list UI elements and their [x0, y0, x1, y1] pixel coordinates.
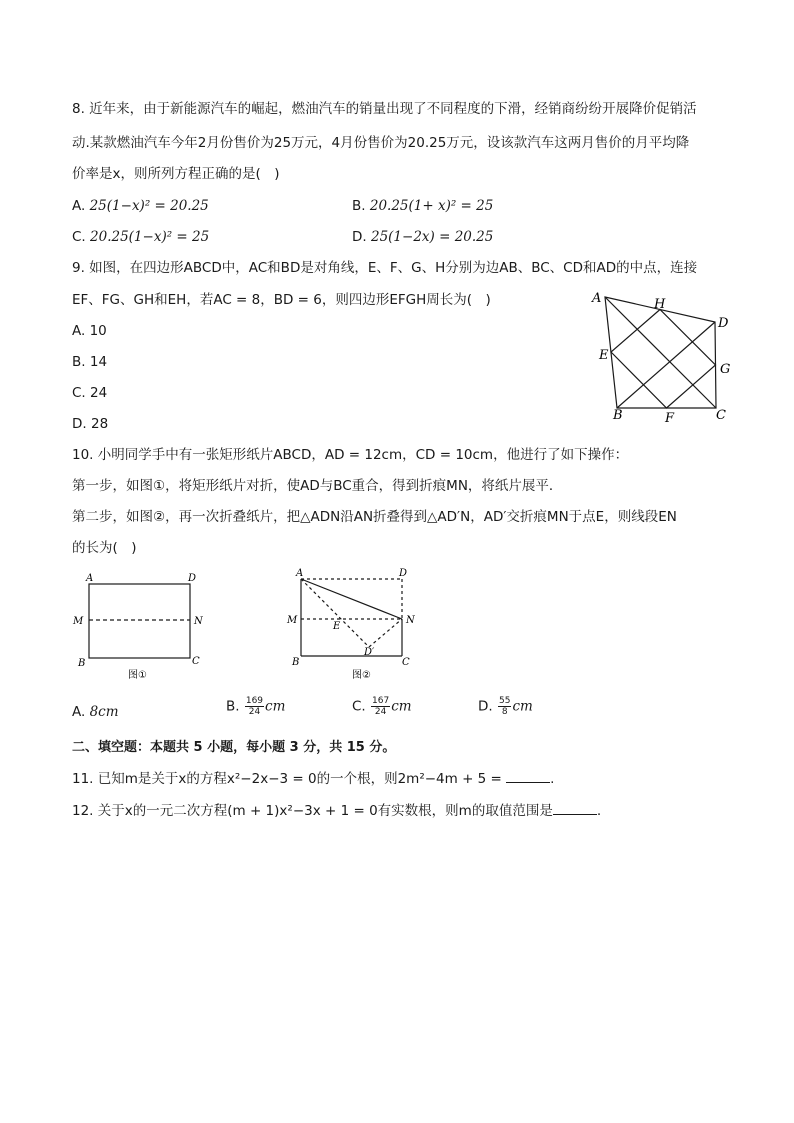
- q8-option-d: D. 25(1−2x) = 20.25: [352, 229, 494, 245]
- q9-option-d: D. 28: [72, 416, 109, 432]
- q8-line2: 动.某款燃油汽车今年2月份售价为25万元，4月份售价为20.25万元，设该款汽车这两月售价的月平均降: [72, 135, 690, 151]
- q8-option-c: C. 20.25(1−x)² = 25: [72, 229, 210, 245]
- q8-line3: 价率是x，则所列方程正确的是( ): [72, 166, 280, 182]
- fig1-label-d: D: [188, 573, 197, 584]
- q8-option-a: A. 25(1−x)² = 20.25: [72, 198, 209, 214]
- q10-option-b: B. $\frac{169}{24}$ cm: [226, 696, 286, 717]
- fig1-label-m: M: [73, 616, 84, 627]
- fig1-label-c: C: [192, 656, 200, 667]
- fig2-label-c: C: [402, 657, 410, 668]
- fig2-label-a: A: [296, 568, 304, 579]
- label-c: C: [716, 408, 726, 423]
- dashed-d-prime-n: [369, 619, 402, 647]
- fig2-label-n: N: [406, 615, 415, 626]
- label-a: A: [592, 291, 602, 306]
- section2-heading: 二、填空题：本题共 5 小题，每小题 3 分，共 15 分。: [72, 740, 396, 755]
- fig2-label-e: E: [333, 621, 341, 632]
- q9-option-a: A. 10: [72, 323, 107, 339]
- q10-option-a: A. 8cm: [72, 704, 119, 720]
- diagonal-bd: [617, 322, 715, 408]
- fig1-label-a: A: [86, 573, 94, 584]
- quadrilateral-figure: [585, 285, 745, 425]
- fraction: $\frac{167}{24}$: [372, 696, 390, 717]
- fraction: $\frac{169}{24}$: [245, 696, 264, 717]
- label-f: F: [665, 411, 675, 425]
- q10-line1: 10. 小明同学手中有一张矩形纸片ABCD，AD = 12cm，CD = 10cm，他进行了如下操作：: [72, 447, 629, 463]
- fold-an: [301, 579, 402, 619]
- figure-2: [282, 565, 432, 687]
- q9-line2: EF、FG、GH和EH，若AC = 8，BD = 6，则四边形EFGH周长为( ): [72, 292, 491, 308]
- figure-1: [70, 570, 220, 685]
- diagonal-ac: [605, 297, 716, 408]
- q10-line2: 第一步，如图①，将矩形纸片对折，使AD与BC重合，得到折痕MN，将纸片展平．: [72, 478, 563, 494]
- q8-line1: 8. 近年来，由于新能源汽车的崛起，燃油汽车的销量出现了不同程度的下滑，经销商纷纷开展降价促销活: [72, 101, 697, 117]
- q9-option-c: C. 24: [72, 385, 108, 401]
- quad-efgh: [611, 310, 716, 409]
- label-h: H: [654, 297, 666, 312]
- fig1-caption: 图①: [128, 670, 147, 681]
- q9-line1: 9. 如图，在四边形ABCD中，AC和BD是对角线，E、F、G、H分别为边AB、BC、CD和AD的中点，连接: [72, 260, 698, 276]
- label-g: G: [720, 362, 731, 377]
- fig2-label-d-prime: D′: [364, 647, 375, 658]
- q8-option-b: B. 20.25(1+ x)² = 25: [352, 198, 494, 214]
- q10-line4: 的长为( ): [72, 540, 137, 556]
- fig1-label-n: N: [194, 616, 203, 627]
- fig2-label-b: B: [292, 657, 300, 668]
- fig2-caption: 图②: [352, 670, 371, 681]
- q10-option-c: C. $\frac{167}{24}$ cm: [352, 696, 412, 717]
- fraction: $\frac{55}{8}$: [498, 696, 511, 717]
- q10-option-d: D. $\frac{55}{8}$ cm: [478, 696, 533, 717]
- rect-abcd: [89, 584, 190, 658]
- label-b: B: [613, 408, 623, 423]
- fig1-label-b: B: [78, 658, 86, 669]
- label-d: D: [718, 316, 729, 331]
- fig2-label-d: D: [399, 568, 408, 579]
- label-e: E: [599, 348, 609, 363]
- answer-blank[interactable]: [553, 802, 597, 815]
- q11-line: 11. 已知m是关于x的方程x²−2x−3 = 0的一个根，则2m²−4m + 5 = .: [72, 771, 555, 787]
- fig2-label-m: M: [287, 615, 298, 626]
- q9-option-b: B. 14: [72, 354, 108, 370]
- answer-blank[interactable]: [506, 770, 550, 783]
- dashed-ad-prime: [301, 579, 369, 647]
- q12-line: 12. 关于x的一元二次方程(m + 1)x²−3x + 1 = 0有实数根，则m的取值范围是 .: [72, 803, 602, 819]
- q10-line3: 第二步，如图②，再一次折叠纸片，把△ADN沿AN折叠得到△AD′N，AD′交折痕MN于点E，则线段EN: [72, 509, 677, 525]
